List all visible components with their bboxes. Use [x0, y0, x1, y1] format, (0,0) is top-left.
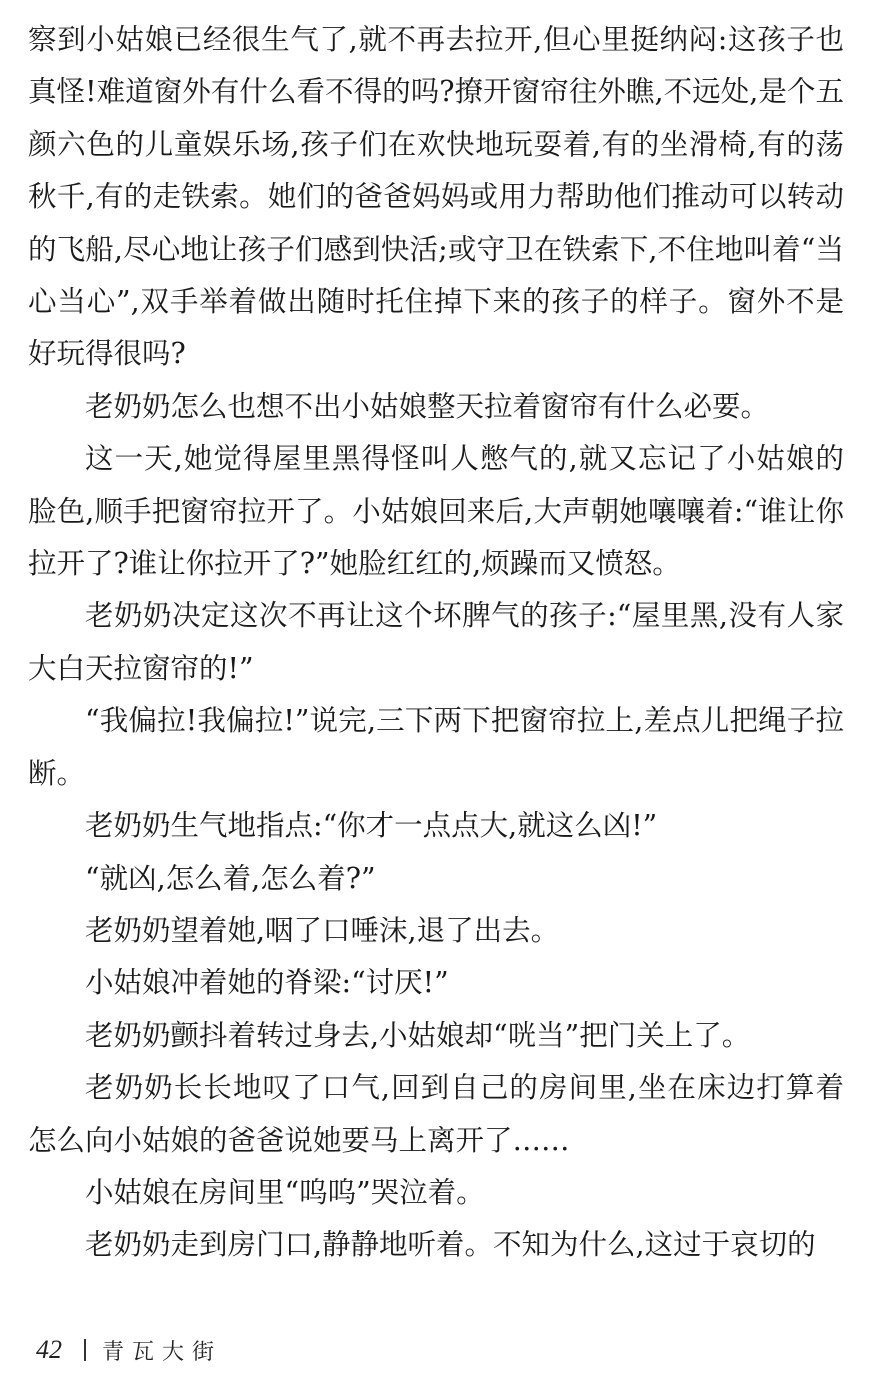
paragraph: 老奶奶颤抖着转过身去,小姑娘却“咣当”把门关上了。: [85, 1018, 751, 1052]
page-footer: [36, 1330, 222, 1370]
footer-divider: [84, 1339, 86, 1361]
paragraph: 老奶奶走到房门口,静静地听着。不知为什么,这过于哀切的: [85, 1228, 816, 1262]
paragraph: 小姑娘在房间里“呜呜”哭泣着。: [85, 1175, 485, 1209]
paragraph: 老奶奶望着她,咽了口唾沫,退了出去。: [85, 913, 560, 947]
page-number: 42: [36, 1335, 62, 1364]
paragraph: 这一天,她觉得屋里黑得怪叫人憋气的,就又忘记了小姑娘的脸色,顺手把窗帘拉开了。小姑娘回来后,大声朝她嚷嚷着:“谁让你拉开了?谁让你拉开了?”她脸红红的,烦躁而又愤怒。: [28, 442, 844, 581]
paragraph: 老奶奶决定这次不再让这个坏脾气的孩子:“屋里黑,没有人家大白天拉窗帘的!”: [28, 599, 844, 685]
paragraph: “就凶,怎么着,怎么着?”: [85, 861, 376, 895]
paragraph: “我偏拉!我偏拉!”说完,三下两下把窗帘拉上,差点儿把绳子拉断。: [28, 704, 844, 790]
paragraph: 老奶奶长长地叹了口气,回到自己的房间里,坐在床边打算着怎么向小姑娘的爸爸说她要马上离开了……: [28, 1071, 844, 1157]
paragraph: 老奶奶生气地指点:“你才一点点大,就这么凶!”: [85, 809, 658, 843]
paragraph: 老奶奶怎么也想不出小姑娘整天拉着窗帘有什么必要。: [85, 389, 770, 423]
paragraph: 小姑娘冲着她的脊梁:“讨厌!”: [85, 966, 449, 1000]
running-title: 青瓦大街: [102, 1339, 223, 1365]
paragraph: 察到小姑娘已经很生气了,就不再去拉开,但心里挺纳闷:这孩子也真怪!难道窗外有什么看不得的吗?撩开窗帘往外瞧,不远处,是个五颜六色的儿童娱乐场,孩子们在欢快地玩耍着,有的坐滑椅,有的荡秋千,有的走铁索。她们的爸爸妈妈或用力帮助他们推动可以转动的飞船,尽心地让孩子们感到快活;或守卫在铁索下,不住地叫着“当心当心”,双手举着做出随时托住掉下来的孩子的样子。窗外不是好玩得很吗?: [28, 23, 844, 371]
page-body-text: [28, 14, 844, 1272]
